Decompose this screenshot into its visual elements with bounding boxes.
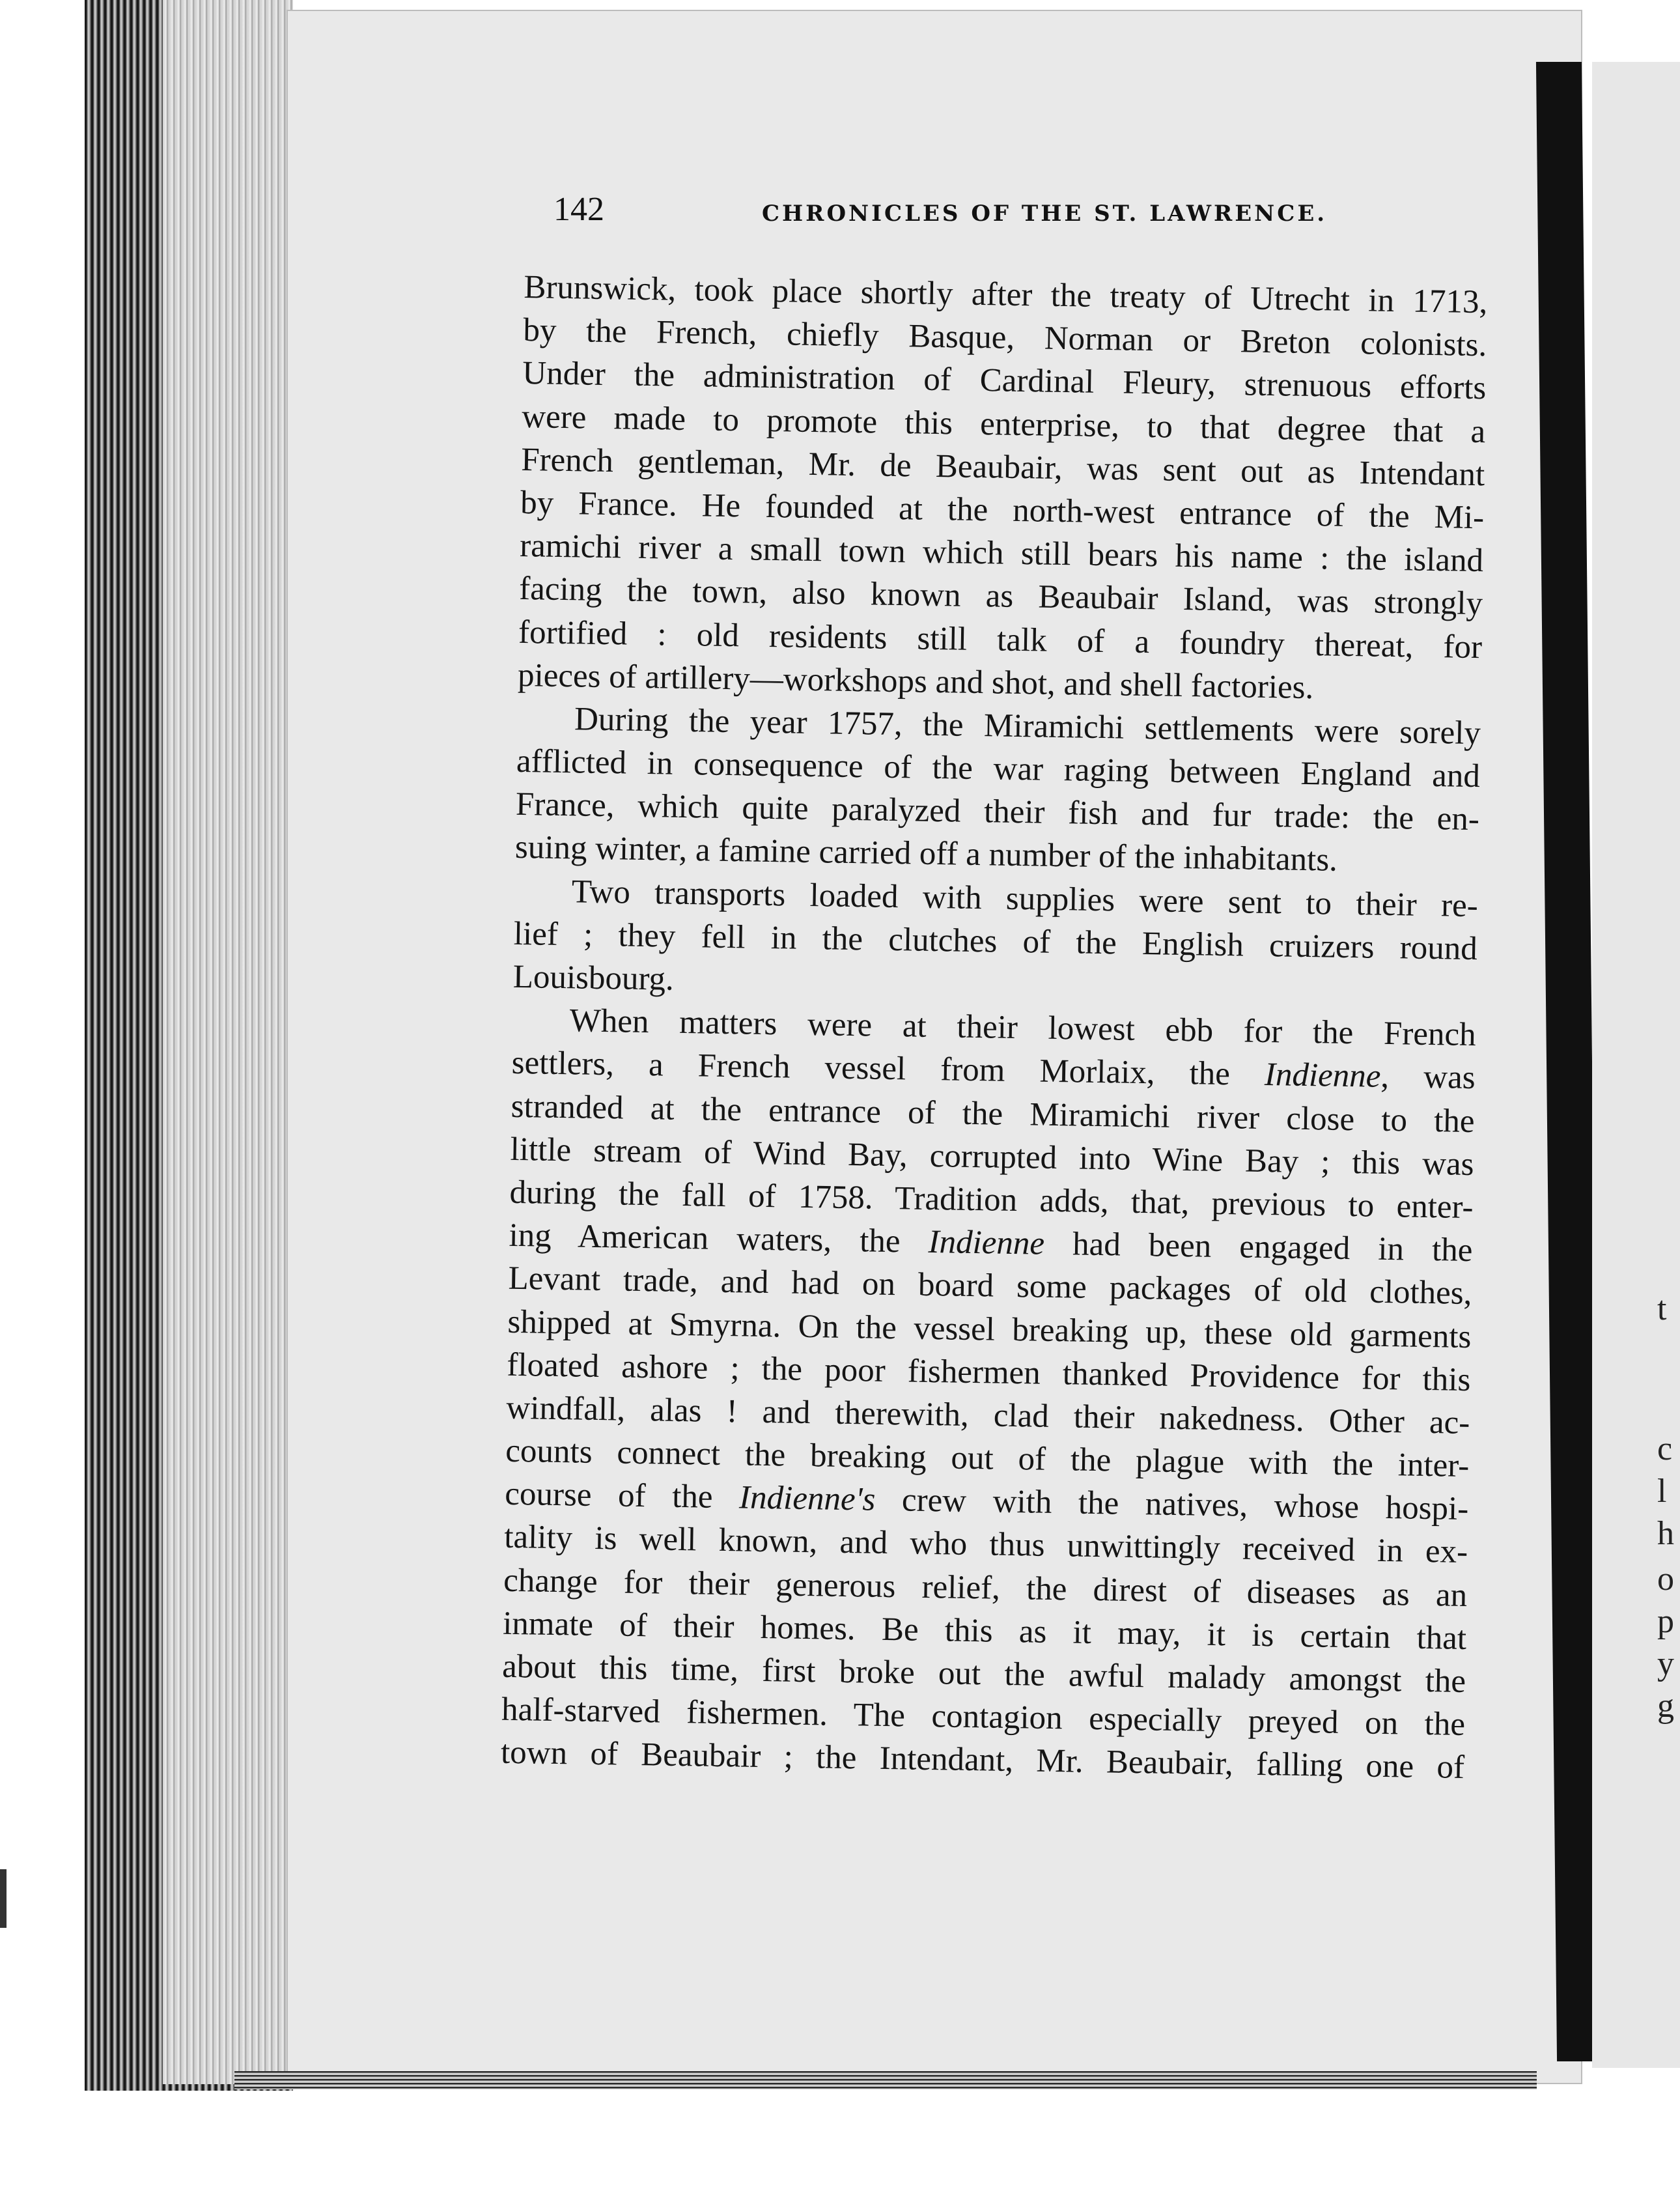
text-line: France, which quite paralyzed their fish and fur trade: the en-: [515, 786, 1480, 838]
facing-page-letter: t: [1657, 1290, 1667, 1327]
text-line: During the year 1757, the Miramichi settlements were sorely: [574, 701, 1481, 752]
text-line: course of the Indienne's crew with the natives, whose hospi-: [504, 1476, 1469, 1528]
facing-page-letter: h: [1657, 1515, 1674, 1552]
text-line: ing American waters, the Indienne had been engaged in the: [509, 1217, 1473, 1269]
text-line: fortified : old residents still talk of a foundry thereat, for: [518, 614, 1483, 666]
text-line: lief ; they fell in the clutches of the English cruizers round: [513, 915, 1478, 967]
text-line: ramichi river a small town which still bears his name : the island: [519, 528, 1484, 580]
text-line: by the French, chiefly Basque, Norman or Breton colonists.: [523, 312, 1487, 364]
text-line: shipped at Smyrna. On the vessel breaking up, these old garments: [507, 1303, 1472, 1355]
text-line: tality is well known, and who thus unwittingly received in ex-: [503, 1519, 1468, 1571]
running-title: CHRONICLES OF THE ST. LAWRENCE.: [762, 201, 1328, 227]
page-edges-inner: [163, 0, 293, 2084]
page-body-text: [501, 266, 1488, 1790]
text-line: Under the administration of Cardinal Fleury, strenuous efforts: [522, 355, 1487, 407]
text-line: little stream of Wind Bay, corrupted into Wine Bay ; this was: [510, 1131, 1474, 1183]
text-line: facing the town, also known as Beaubair Island, was strongly: [518, 571, 1483, 623]
text-line: inmate of their homes. Be this as it may, it is certain that: [502, 1605, 1467, 1657]
text-line: Two transports loaded with supplies were sent to their re-: [571, 873, 1479, 924]
text-line: counts connect the breaking out of the plague with the inter-: [505, 1432, 1470, 1485]
facing-page-letter: o: [1657, 1561, 1674, 1598]
text-line: suing winter, a famine carried off a number of the inhabitants.: [514, 829, 1338, 879]
text-line: Levant trade, and had on board some packages of old clothes,: [508, 1260, 1472, 1312]
left-scan-margin: [0, 0, 85, 2204]
text-line: stranded at the entrance of the Miramichi river close to the: [511, 1088, 1475, 1140]
page-edges-bottom: [234, 2071, 1537, 2089]
facing-page-letter: p: [1657, 1603, 1674, 1640]
text-line: during the fall of 1758. Tradition adds, that, previous to enter-: [509, 1174, 1474, 1226]
text-line: afflicted in consequence of the war raging between England and: [516, 742, 1481, 795]
text-line: Brunswick, took place shortly after the treaty of Utrecht in 1713,: [524, 268, 1488, 321]
scan-speck: [0, 1869, 7, 1928]
facing-page-letter: l: [1657, 1473, 1667, 1510]
text-line: by France. He founded at the north-west entrance of the Mi-: [520, 484, 1485, 537]
text-line: windfall, alas ! and therewith, clad their nakedness. Other ac-: [506, 1389, 1470, 1441]
text-line: When matters were at their lowest ebb for the French: [569, 1002, 1477, 1054]
text-line: change for their generous relief, the direst of diseases as an: [503, 1562, 1468, 1614]
text-line: settlers, a French vessel from Morlaix, the Indienne, was: [511, 1045, 1476, 1097]
text-line: about this time, first broke out the awful malady amongst the: [501, 1648, 1466, 1700]
facing-page-letter: y: [1657, 1645, 1674, 1682]
facing-page: [1592, 62, 1680, 2068]
text-line: town of Beaubair ; the Intendant, Mr. Beaubair, falling one of: [500, 1734, 1465, 1787]
facing-page-letter: c: [1657, 1430, 1673, 1467]
text-line: pieces of artillery—workshops and shot, and shell factories.: [517, 657, 1314, 706]
text-line: half-starved fishermen. The contagion especially preyed on the: [501, 1691, 1466, 1744]
text-line: French gentleman, Mr. de Beaubair, was sent out as Intendant: [520, 441, 1485, 493]
facing-page-letter: g: [1657, 1688, 1674, 1725]
page-number: 142: [553, 191, 604, 228]
text-line: Louisbourg.: [512, 958, 675, 998]
text-line: floated ashore ; the poor fishermen thanked Providence for this: [507, 1346, 1471, 1398]
text-line: were made to promote this enterprise, to that degree that a: [521, 398, 1486, 450]
